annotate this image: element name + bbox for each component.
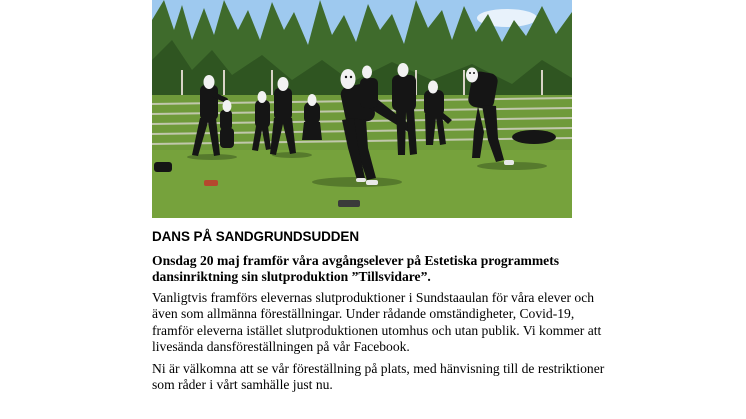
paragraph-line: Vanligtvis framförs elevernas slutproduktioner i Sundstaaulan för våra elever och [152, 290, 595, 305]
lead-line: Onsdag 20 maj framför våra avgångselever på Estetiska programmets [152, 253, 560, 268]
paragraph-line: som råder i vårt samhälle just nu. [152, 377, 333, 393]
dancers-photo-icon [152, 0, 572, 218]
paragraph-line: livesända dansföreställningen på vår Facebook. [152, 338, 410, 354]
article-heading: DANS PÅ SANDGRUNDSUDDEN [152, 229, 359, 244]
paragraph-line: även som allmänna föreställningar. Under rådande omständigheter, Covid-19, [152, 306, 575, 322]
article-paragraph-1 [152, 290, 622, 355]
paragraph-line: framför eleverna istället slutproduktionen utomhus och utan publik. Vi kommer att [152, 322, 602, 338]
paragraph-line: Ni är välkomna att se vår föreställning på plats, med hänvisning till de restriktioner [152, 361, 605, 376]
article-lead [152, 253, 592, 285]
article-photo [152, 0, 572, 218]
lead-line: dansinriktning sin slutproduktion ”Tillsvidare”. [152, 269, 431, 284]
article-paragraph-2 [152, 361, 622, 394]
